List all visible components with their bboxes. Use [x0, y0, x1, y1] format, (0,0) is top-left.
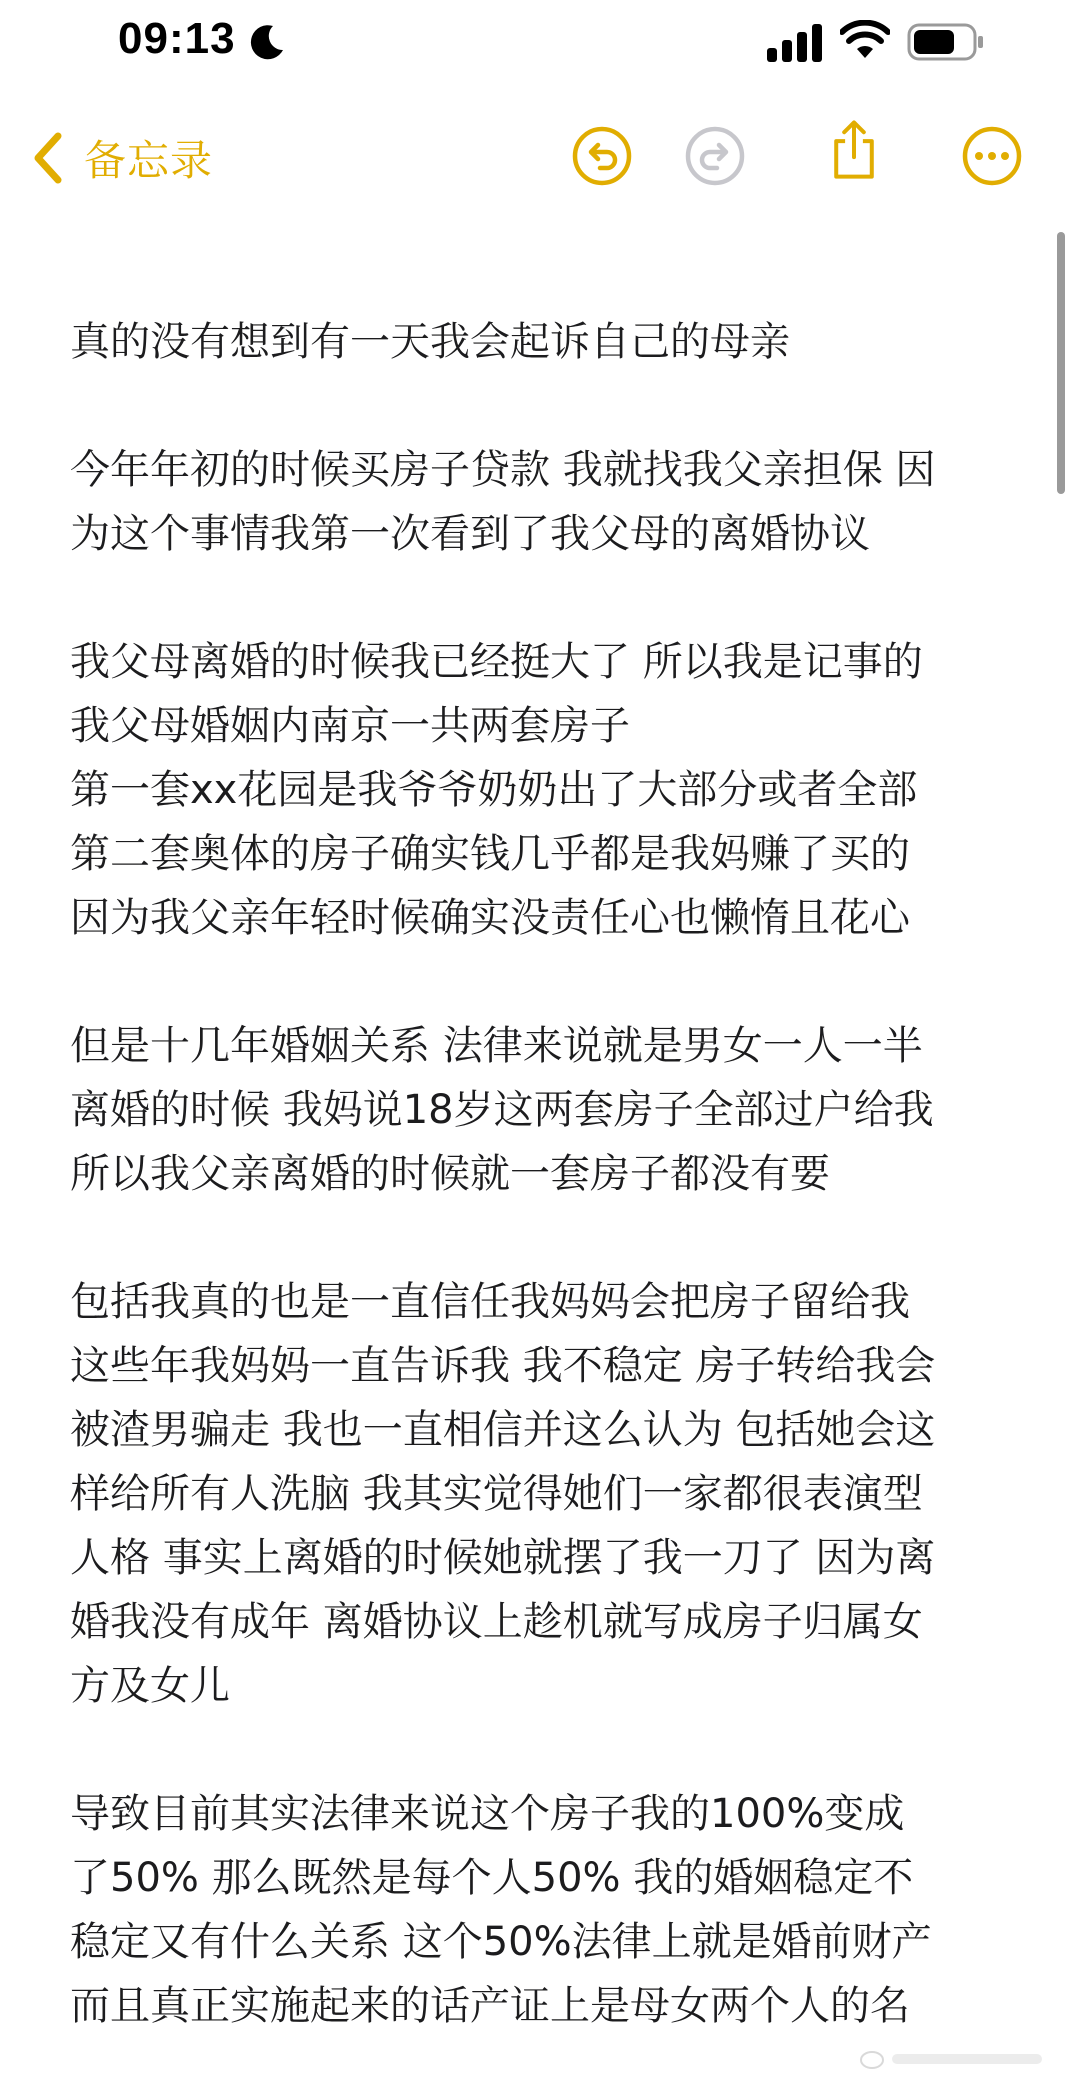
- note-body[interactable]: [70, 310, 1030, 2038]
- share-button[interactable]: [822, 118, 886, 182]
- note-line: 包括我真的也是一直信任我妈妈会把房子留给我: [70, 1279, 910, 1325]
- undo-button[interactable]: [570, 124, 634, 188]
- paragraph-gap: [70, 566, 1030, 630]
- watermark-logo: [858, 2046, 1058, 2072]
- note-line: 为这个事情我第一次看到了我父母的离婚协议: [70, 511, 870, 557]
- note-line: 我父母婚姻内南京一共两套房子: [70, 703, 630, 749]
- paragraph-gap: [70, 374, 1030, 438]
- note-line: 稳定又有什么关系 这个50%法律上就是婚前财产: [70, 1919, 932, 1965]
- note-line: 人格 事实上离婚的时候她就摆了我一刀了 因为离: [70, 1535, 936, 1581]
- paragraph-gap: [70, 950, 1030, 1014]
- note-line: 但是十几年婚姻关系 法律来说就是男女一人一半: [70, 1023, 923, 1069]
- note-line: 第一套xx花园是我爷爷奶奶出了大部分或者全部: [70, 767, 918, 813]
- note-line: 这些年我妈妈一直告诉我 我不稳定 房子转给我会: [70, 1343, 936, 1389]
- note-line: 因为我父亲年轻时候确实没责任心也懒惰且花心: [70, 895, 910, 941]
- note-line: 了50% 那么既然是每个人50% 我的婚姻稳定不: [70, 1855, 914, 1901]
- status-time: 09:13: [118, 14, 236, 63]
- note-line: 而且真正实施起来的话产证上是母女两个人的名: [70, 1983, 910, 2029]
- paragraph-gap: [70, 1718, 1030, 1782]
- battery-icon: [907, 22, 985, 62]
- status-bar: [0, 0, 1080, 90]
- chevron-left-icon: [30, 130, 64, 186]
- moon-icon: [247, 22, 287, 62]
- scrollbar-thumb[interactable]: [1057, 232, 1065, 494]
- note-line: 样给所有人洗脑 我其实觉得她们一家都很表演型: [70, 1471, 923, 1517]
- cellular-signal-icon: [767, 24, 823, 62]
- note-line: 被渣男骗走 我也一直相信并这么认为 包括她会这: [70, 1407, 936, 1453]
- paragraph-gap: [70, 1206, 1030, 1270]
- nav-bar: [0, 112, 1080, 212]
- more-button[interactable]: [960, 124, 1024, 188]
- note-line: 婚我没有成年 离婚协议上趁机就写成房子归属女: [70, 1599, 923, 1645]
- back-button[interactable]: [30, 126, 213, 190]
- note-line: 导致目前其实法律来说这个房子我的100%变成: [70, 1791, 905, 1837]
- note-line: 今年年初的时候买房子贷款 我就找我父亲担保 因: [70, 447, 936, 493]
- note-paragraphs: [70, 374, 1030, 2038]
- note-title: 真的没有想到有一天我会起诉自己的母亲: [70, 319, 790, 365]
- redo-button[interactable]: [683, 124, 747, 188]
- note-line: 第二套奥体的房子确实钱几乎都是我妈赚了买的: [70, 831, 910, 877]
- note-line: 离婚的时候 我妈说18岁这两套房子全部过户给我: [70, 1087, 934, 1133]
- note-line: 方及女儿: [70, 1663, 230, 1709]
- back-label: 备忘录: [84, 136, 214, 185]
- note-line: 所以我父亲离婚的时候就一套房子都没有要: [70, 1151, 830, 1197]
- wifi-icon: [840, 20, 890, 60]
- note-line: 我父母离婚的时候我已经挺大了 所以我是记事的: [70, 639, 923, 685]
